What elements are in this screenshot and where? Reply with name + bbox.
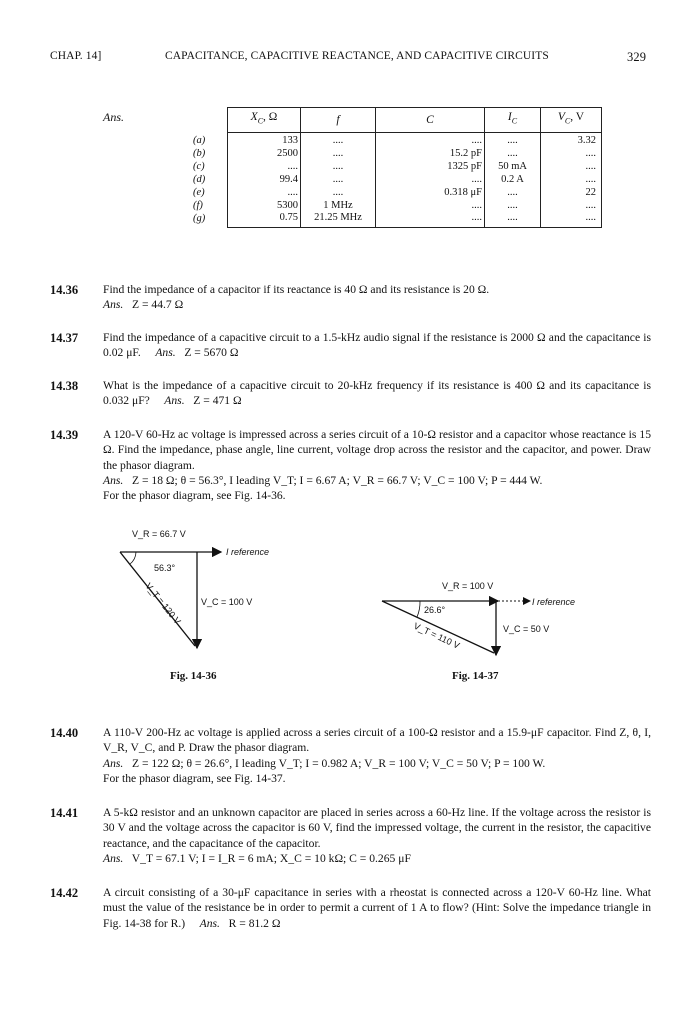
angle-label: 56.3° xyxy=(154,563,176,573)
table-cell-f: .... xyxy=(301,133,376,148)
table-row xyxy=(193,161,602,174)
table-cell-xc: 2500 xyxy=(228,148,301,161)
problem-answer: Ans. V_T = 67.1 V; I = I_R = 6 mA; X_C = 10 kΩ; C = 0.265 μF xyxy=(103,851,411,865)
problem-14-36 xyxy=(103,282,651,313)
angle-arc xyxy=(417,601,420,617)
problem-answer: Ans. Z = 18 Ω; θ = 56.3°, I leading V_T; I = 6.67 A; V_R = 66.7 V; V_C = 100 V; P = 444 W. xyxy=(103,473,543,487)
table-cell-ic: .... xyxy=(485,187,541,200)
table-cell-f: 1 MHz xyxy=(301,200,376,213)
problem-text: A circuit consisting of a 30-μF capacitance in series with a rheostat is connected across a 120-V 60-Hz line. What must the value of the resistance be in order to permit a current of 1 A to flow? (Hint: Solve the impedance triangle in Fig. 14-38 for R.) Ans. R = 81.2 Ω xyxy=(103,886,651,930)
problem-text: A 120-V 60-Hz ac voltage is impressed across a series circuit of a 10-Ω resistor and a capacitor whose reactance is 15 Ω. Find the impedance, phase angle, line current, voltage drop across the resistor and the capacitor, and power. Draw the phasor diagram. xyxy=(103,428,651,472)
table-cell-f: 21.25 MHz xyxy=(301,212,376,227)
row-label: (b) xyxy=(193,147,206,159)
table-row xyxy=(193,174,602,187)
vr-label: V_R = 100 V xyxy=(442,581,494,591)
table-row xyxy=(193,200,602,213)
problem-text: A 110-V 200-Hz ac voltage is applied across a series circuit of a 100-Ω resistor and a 15.9-μF capacitor. Find Z, θ, I, V_R, V_C, and P. Draw the phasor diagram. xyxy=(103,726,651,755)
problem-answer: Ans. Z = 44.7 Ω xyxy=(103,298,184,312)
col-c: C xyxy=(376,108,485,133)
table-cell-xc: .... xyxy=(228,161,301,174)
table-cell-c: 0.318 μF xyxy=(376,187,485,200)
col-f: f xyxy=(301,108,376,133)
problem-number: 14.40 xyxy=(50,726,79,740)
table-row xyxy=(193,212,602,227)
figure-caption: Fig. 14-37 xyxy=(452,670,499,682)
row-label: (c) xyxy=(193,160,205,172)
problem-text: Find the impedance of a capacitor if its reactance is 40 Ω and its resistance is 20 Ω. xyxy=(103,283,490,296)
problem-answer: Ans. Z = 122 Ω; θ = 26.6°, I leading V_T; I = 0.982 A; V_R = 100 V; V_C = 50 V; P = 100 W. xyxy=(103,756,546,770)
table-cell-vc: 3.32 xyxy=(541,133,602,148)
table-cell-xc: .... xyxy=(228,187,301,200)
answer-table xyxy=(193,107,602,228)
reference-label: I reference xyxy=(532,597,576,607)
problem-text: Find the impedance of a capacitive circuit to a 1.5-kHz audio signal if the resistance is 2000 Ω and the capacitance is 0.02 μF. Ans. Z = 5670 Ω xyxy=(103,331,651,360)
problem-14-37 xyxy=(103,330,651,361)
table-cell-vc: .... xyxy=(541,174,602,187)
table-cell-f: .... xyxy=(301,187,376,200)
col-ic: $I_C$ xyxy=(485,108,541,133)
table-cell-f: .... xyxy=(301,174,376,187)
problem-note: For the phasor diagram, see Fig. 14-36. xyxy=(103,489,286,503)
table-cell-vc: .... xyxy=(541,200,602,213)
table-row xyxy=(193,133,602,148)
table-cell-f: .... xyxy=(301,161,376,174)
table-cell-ic: .... xyxy=(485,148,541,161)
table-cell-vc: .... xyxy=(541,148,602,161)
problem-text: What is the impedance of a capacitive circuit to 20-kHz frequency if its resistance is 400 Ω and its capacitance is 0.032 μF? Ans. Z = 471 Ω xyxy=(103,379,651,408)
angle-arc xyxy=(130,552,136,564)
problem-14-39 xyxy=(103,427,651,503)
table-cell-ic: 0.2 A xyxy=(485,174,541,187)
angle-label: 26.6° xyxy=(424,605,446,615)
problem-14-42 xyxy=(103,885,651,931)
col-xc: $X_C$, Ω xyxy=(228,108,301,133)
table-cell-vc: .... xyxy=(541,212,602,227)
row-label: (e) xyxy=(193,186,205,198)
table-cell-xc: 133 xyxy=(228,133,301,148)
figure-14-36 xyxy=(105,525,305,670)
problem-text: A 5-kΩ resistor and an unknown capacitor are placed in series across a 60-Hz line. If the voltage across the resistor is 30 V and the voltage across the capacitor is 60 V, find the impressed voltage, the current in the resistor, the capacitive reactance, and the capacitance of the capacitor. xyxy=(103,806,651,850)
problem-note: For the phasor diagram, see Fig. 14-37. xyxy=(103,771,286,785)
vr-label: V_R = 66.7 V xyxy=(132,529,186,539)
table-cell-c: .... xyxy=(376,212,485,227)
row-label: (g) xyxy=(193,212,206,224)
running-title: CAPACITANCE, CAPACITIVE REACTANCE, AND CAPACITIVE CIRCUITS xyxy=(165,50,549,62)
row-label: (d) xyxy=(193,173,206,185)
table-cell-xc: 99.4 xyxy=(228,174,301,187)
table-cell-c: .... xyxy=(376,133,485,148)
problem-number: 14.38 xyxy=(50,379,79,393)
vt-label: V_T = 120 V xyxy=(143,580,183,627)
page-number: 329 xyxy=(627,50,647,64)
problem-number: 14.39 xyxy=(50,428,79,442)
problem-number: 14.41 xyxy=(50,806,79,820)
table-cell-c: .... xyxy=(376,174,485,187)
table-cell-vc: .... xyxy=(541,161,602,174)
figure-14-37 xyxy=(380,575,590,660)
problem-14-41 xyxy=(103,805,651,866)
row-label: (a) xyxy=(193,134,206,146)
problem-number: 14.36 xyxy=(50,283,79,297)
problem-14-40 xyxy=(103,725,651,786)
vc-label: V_C = 50 V xyxy=(503,624,550,634)
table-row xyxy=(193,148,602,161)
table-cell-vc: 22 xyxy=(541,187,602,200)
chapter-label: CHAP. 14] xyxy=(50,50,102,62)
table-cell-c: 1325 pF xyxy=(376,161,485,174)
vt-label: V_T = 110 V xyxy=(412,620,462,651)
problem-number: 14.42 xyxy=(50,886,79,900)
figure-caption: Fig. 14-36 xyxy=(170,670,217,682)
table-cell-ic: .... xyxy=(485,212,541,227)
table-cell-c: .... xyxy=(376,200,485,213)
col-vc: $V_C$, V xyxy=(541,108,602,133)
problem-number: 14.37 xyxy=(50,331,79,345)
reference-label: I reference xyxy=(226,547,270,557)
answer-label: Ans. xyxy=(103,110,124,124)
table-cell-xc: 5300 xyxy=(228,200,301,213)
vc-label: V_C = 100 V xyxy=(201,597,253,607)
table-cell-ic: 50 mA xyxy=(485,161,541,174)
table-cell-xc: 0.75 xyxy=(228,212,301,227)
table-cell-ic: .... xyxy=(485,200,541,213)
table-header-row xyxy=(193,108,602,133)
table-row xyxy=(193,187,602,200)
problem-14-38 xyxy=(103,378,651,409)
table-cell-f: .... xyxy=(301,148,376,161)
row-label: (f) xyxy=(193,199,203,211)
table-cell-ic: .... xyxy=(485,133,541,148)
table-cell-c: 15.2 pF xyxy=(376,148,485,161)
